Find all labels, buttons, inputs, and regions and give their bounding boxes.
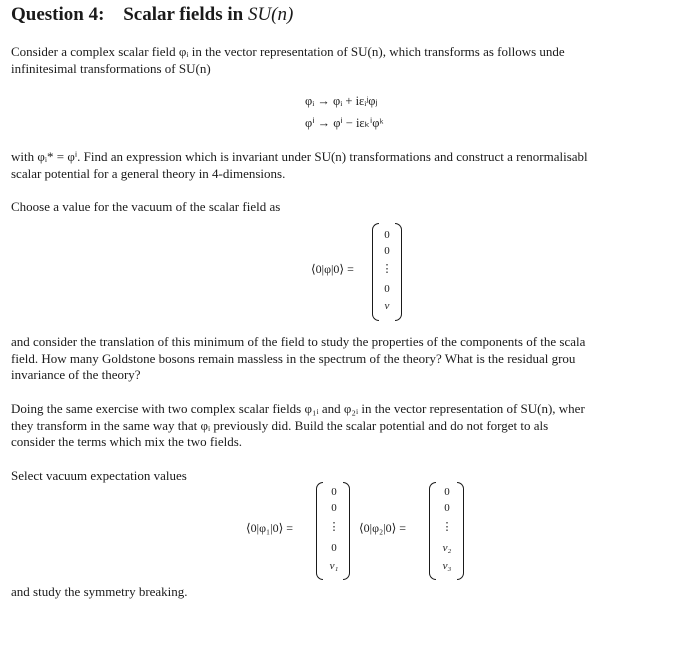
question-heading: Scalar fields in <box>123 4 244 25</box>
select-vevs-prompt: Select vacuum expectation values <box>11 468 187 483</box>
intro-line-2: infinitesimal transformations of SU(n) <box>11 61 211 76</box>
vev-single-entry-1: 0 <box>384 229 390 241</box>
vev-phi1-entry-5: v₁ <box>329 560 339 572</box>
transformation-lower: φᵢ → φᵢ + iεᵢʲφⱼ <box>305 94 378 108</box>
vev-phi2-entry-2: 0 <box>444 502 450 514</box>
vev-phi2-entry-4: v₂ <box>442 542 452 554</box>
question-group: SU(n) <box>247 4 294 25</box>
closing-line: and study the symmetry breaking. <box>11 584 188 599</box>
vev-phi1-lhs: ⟨0|φ₁|0⟩ = <box>246 521 294 535</box>
translation-line-1: and consider the translation of this minimum of the field to study the properties of the components of the scala <box>11 334 586 349</box>
vev-phi1-right-paren <box>343 482 350 580</box>
invariant-line-1: with φᵢ* = φⁱ. Find an expression which is invariant under SU(n) transformations and construct a renormalisabl <box>11 149 588 164</box>
question-label: Question 4: <box>11 4 105 25</box>
two-fields-line-3: consider the terms which mix the two fields. <box>11 434 243 449</box>
vev-phi2-lhs: ⟨0|φ₂|0⟩ = <box>359 521 407 535</box>
two-fields-line-2: they transform in the same way that φᵢ previously did. Build the scalar potential and do not forget to als <box>11 418 549 433</box>
transformation-upper: φⁱ → φⁱ − iεₖⁱφᵏ <box>305 116 384 130</box>
vev-single-entry-5: v <box>384 300 390 312</box>
invariant-line-2: scalar potential for a general theory in 4-dimensions. <box>11 166 286 181</box>
two-fields-line-1: Doing the same exercise with two complex scalar fields φ₁ᵢ and φ₂ᵢ in the vector representation of SU(n), wher <box>11 401 585 416</box>
vev-phi1-entry-3: ⋮ <box>328 521 340 533</box>
vev-phi2-left-paren <box>429 482 436 580</box>
question-title <box>11 4 293 26</box>
vev-single-entry-4: 0 <box>384 283 390 295</box>
vev-phi1-entry-2: 0 <box>331 502 337 514</box>
intro-line-1: Consider a complex scalar field φᵢ in the vector representation of SU(n), which transforms as follows unde <box>11 44 565 59</box>
vev-single-lhs: ⟨0|φ|0⟩ = <box>311 262 354 276</box>
translation-line-3: invariance of the theory? <box>11 367 141 382</box>
vev-phi1-entry-4: 0 <box>331 542 337 554</box>
vev-phi2-right-paren <box>457 482 464 580</box>
vev-phi1-entry-1: 0 <box>331 486 337 498</box>
vev-phi2-entry-1: 0 <box>444 486 450 498</box>
vev-phi2-entry-3: ⋮ <box>441 521 453 533</box>
translation-line-2: field. How many Goldstone bosons remain massless in the spectrum of the theory? What is the residual grou <box>11 351 576 366</box>
vev-single-entry-2: 0 <box>384 245 390 257</box>
vacuum-prompt: Choose a value for the vacuum of the scalar field as <box>11 199 281 214</box>
vev-phi1-left-paren <box>316 482 323 580</box>
vev-single-right-paren <box>395 223 402 321</box>
vev-single-entry-3: ⋮ <box>381 263 393 275</box>
vev-single-left-paren <box>372 223 379 321</box>
vev-phi2-entry-5: v₃ <box>442 560 452 572</box>
